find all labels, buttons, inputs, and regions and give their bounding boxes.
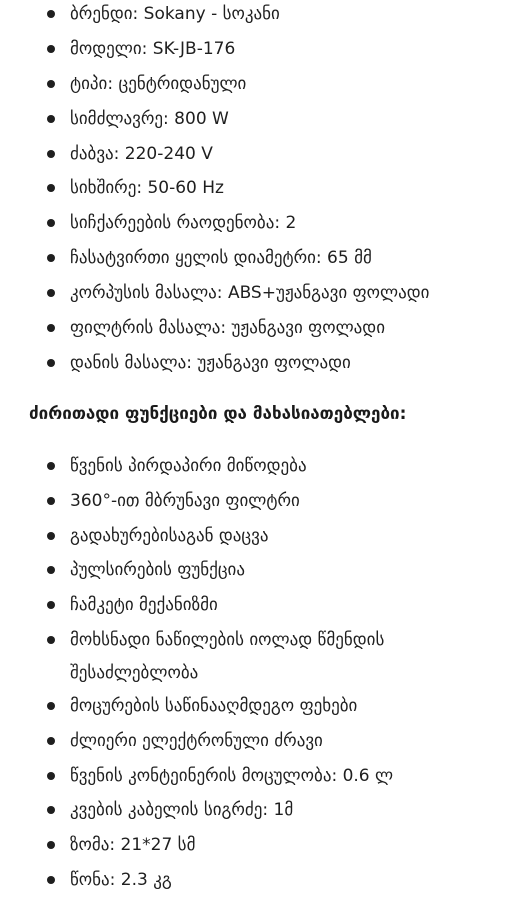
- spec-text: კორპუსის მასალა: ABS+უჟანგავი ფოლადი: [70, 283, 430, 304]
- bullet-icon: [47, 497, 55, 505]
- feature-item: [0, 864, 506, 899]
- bullet-icon: [47, 772, 55, 780]
- bullet-icon: [47, 254, 55, 262]
- specs-list: [0, 0, 506, 382]
- features-heading: ძირითადი ფუნქციები და მახასიათებლები:: [29, 404, 407, 424]
- spec-item-body-material: [0, 277, 506, 312]
- spec-item-voltage: [0, 138, 506, 173]
- bullet-icon: [47, 601, 55, 609]
- spec-text: სიხშირე: 50-60 Hz: [70, 178, 224, 199]
- spec-item-blade-material: [0, 347, 506, 382]
- spec-item-frequency: [0, 172, 506, 207]
- bullet-icon: [47, 876, 55, 884]
- feature-item: [0, 829, 506, 864]
- bullet-icon: [47, 289, 55, 297]
- bullet-icon: [47, 737, 55, 745]
- spec-item-brand: [0, 0, 506, 33]
- bullet-icon: [47, 636, 55, 644]
- feature-text: ზომა: 21*27 სმ: [70, 835, 196, 856]
- feature-item: [0, 554, 506, 589]
- bullet-icon: [47, 532, 55, 540]
- bullet-icon: [47, 841, 55, 849]
- feature-item: [0, 485, 506, 520]
- bullet-icon: [47, 462, 55, 470]
- spec-text: ჩასატვირთი ყელის დიამეტრი: 65 მმ: [70, 248, 372, 269]
- feature-text: წვენის პირდაპირი მიწოდება: [70, 456, 307, 476]
- spec-text: მოდელი: SK-JB-176: [70, 38, 236, 59]
- spec-text: ტიპი: ცენტრიდანული: [70, 73, 247, 94]
- bullet-icon: [47, 184, 55, 192]
- bullet-icon: [47, 150, 55, 158]
- spec-text: ფილტრის მასალა: უჟანგავი ფოლადი: [70, 318, 385, 339]
- feature-item: [0, 520, 506, 555]
- bullet-icon: [47, 115, 55, 123]
- bullet-icon: [47, 566, 55, 574]
- bullet-icon: [47, 359, 55, 367]
- feature-text: პულსირების ფუნქცია: [70, 560, 245, 581]
- spec-text: დანის მასალა: უჟანგავი ფოლადი: [70, 352, 351, 373]
- bullet-icon: [47, 45, 55, 53]
- feature-text: 360°-ით მბრუნავი ფილტრი: [70, 490, 300, 511]
- feature-item: [0, 589, 506, 624]
- spec-text: სიჩქარეების რაოდენობა: 2: [70, 213, 297, 234]
- feature-item: [0, 624, 490, 690]
- spec-item-type: [0, 68, 506, 103]
- spec-item-model: [0, 33, 506, 68]
- bullet-icon: [47, 324, 55, 332]
- feature-text: ძლიერი ელექტრონული ძრავი: [70, 730, 323, 751]
- spec-item-power: [0, 103, 506, 138]
- feature-text: კვების კაბელის სიგრძე: 1მ: [70, 800, 294, 821]
- spec-item-filter-material: [0, 312, 506, 347]
- spec-item-chute-diameter: [0, 242, 506, 277]
- feature-item: [0, 794, 506, 829]
- feature-item: [0, 725, 506, 760]
- feature-text: გადახურებისაგან დაცვა: [70, 525, 269, 546]
- spec-item-speeds: [0, 207, 506, 242]
- bullet-icon: [47, 806, 55, 814]
- bullet-icon: [47, 219, 55, 227]
- bullet-icon: [47, 10, 55, 18]
- bullet-icon: [47, 80, 55, 88]
- features-list: [0, 450, 506, 899]
- feature-text: მოხსნადი ნაწილების იოლად წმენდის შესაძლებლობა: [70, 629, 385, 683]
- feature-item: [0, 690, 506, 725]
- feature-text: მოცურების საწინააღმდეგო ფეხები: [70, 695, 358, 716]
- feature-text: წონა: 2.3 კგ: [70, 869, 172, 890]
- feature-item: [0, 450, 506, 485]
- feature-item: [0, 760, 506, 795]
- spec-text: ბრენდი: Sokany - სოკანი: [70, 4, 280, 24]
- feature-text: წვენის კონტეინერის მოცულობა: 0.6 ლ: [70, 765, 394, 786]
- spec-text: ძაბვა: 220-240 V: [70, 143, 213, 164]
- bullet-icon: [47, 702, 55, 710]
- feature-text: ჩამკეტი მექანიზმი: [70, 595, 218, 616]
- spec-text: სიმძლავრე: 800 W: [70, 108, 229, 129]
